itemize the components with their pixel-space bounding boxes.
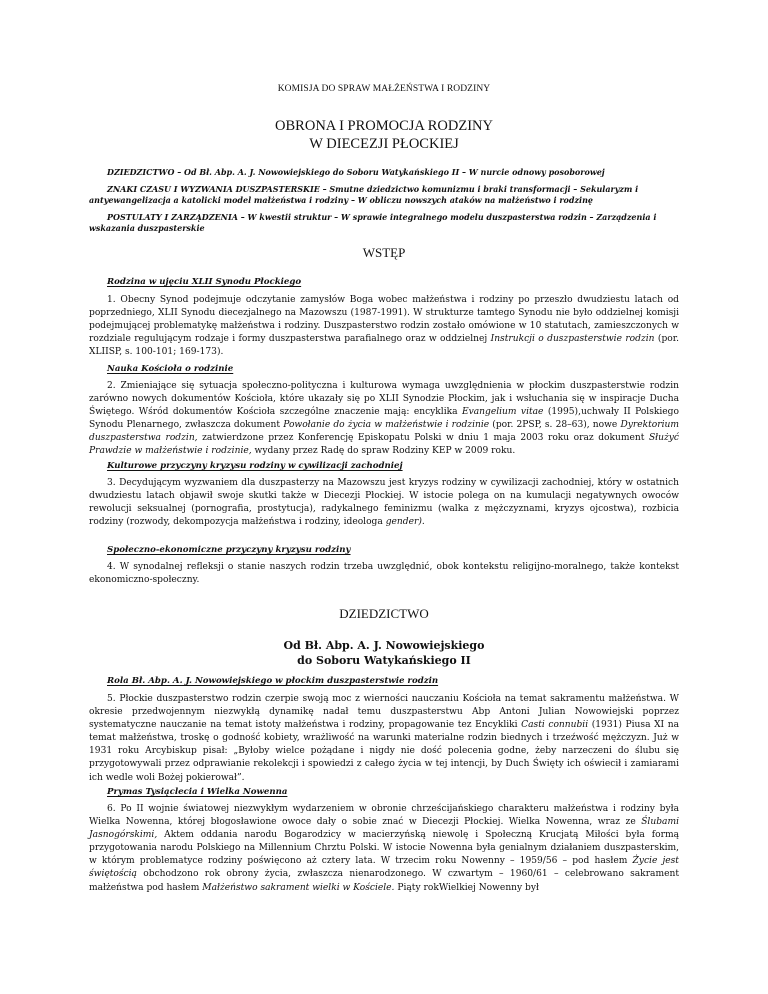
toc-line-signs: ZNAKI CZASU I WYZWANIA DUSZPASTERSKIE – Smutne dziedzictwo komunizmu i braki transformacji – Sekularyzm i antyewangelizacja a katolicki model małżeństwa i rodziny – W obliczu nowszych ataków na małżeństwo i rodzinę: [89, 183, 639, 205]
paragraph-2: 2. Zmieniające się sytuacja społeczno-polityczna i kulturowa wymaga uwzględnienia w płockim duszpasterstwie rodzin zarówno nowych dokumentów Kościoła, które ukazały się po XLII Synodzie Płockim, jak i wsłuchania się w inspiracje Ducha Świętego. Wśród dokumentów Kościoła szczególne znaczenie mają: encyklika Evangelium vitae (1995),uchwały II Polskiego Synodu Plenarnego, zwłaszcza dokument Powołanie do życia w małżeństwie i rodzinie (por. 2PSP, s. 28–63), nowe Dyrektorium duszpasterstwa rodzin, zatwierdzone przez Konferencję Episkopatu Polski w dniu 1 maja 2003 roku oraz dokument Służyć Prawdzie w małżeństwie i rodzinie, wydany przez Radę do spraw Rodziny KEP w 2009 roku.: [89, 381, 680, 457]
paragraph-1: 1. Obecny Synod podejmuje odczytanie zamysłów Boga wobec małżeństwa i rodziny po przeszło dwudziestu latach od poprzedniego, XLII Synodu diecezjalnego na Mazowszu (1987-1991). W strukturze tamtego Synodu nie było oddzielnej komisji podejmującej problematykę małżeństwa i rodziny. Duszpasterstwo rodzin zostało omówione w 10 statutach, zamieszczonych w rozdziale regulującym rodzaje i formy duszpasterstwa parafialnego oraz w oddzielnej Instrukcji o duszpasterstwie rodzin (por. XLIISP, s. 100-101; 169-173).: [89, 295, 679, 358]
paragraph-4: 4. W synodalnej refleksji o stanie naszych rodzin trzeba uwzględnić, obok kontekstu religijno-moralnego, także kontekst ekonomiczno-społeczny.: [89, 562, 679, 586]
subheading-cultural-causes: Kulturowe przyczyny kryzysu rodziny w cywilizacji zachodniej: [107, 461, 403, 471]
committee-name: KOMISJA DO SPRAW MAŁŻEŃSTWA I RODZINY: [277, 84, 491, 94]
heritage-subtitle-line-1: Od Bł. Abp. A. J. Nowowiejskiego: [283, 639, 485, 652]
subheading-economic-causes: Społeczno-ekonomiczne przyczyny kryzysu rodziny: [107, 545, 351, 555]
toc-line-postulates: POSTULATY I ZARZĄDZENIA – W kwestii struktur – W sprawie integralnego modelu duszpasterstwa rodzin – Zarządzenia i wskazania duszpasterskie: [89, 211, 657, 233]
heritage-subtitle: [0, 638, 768, 668]
subheading-church-teaching: Nauka Kościoła o rodzinie: [107, 364, 234, 374]
paragraph-3: 3. Decydującym wyzwaniem dla duszpasterzy na Mazowszu jest kryzys rodziny w cywilizacji zachodniej, który w ostatnich dwudziestu latach objawił swoje skutki także w Diecezji Płockiej. W istocie polega on na kumulacji negatywnych owoców rewolucji seksualnej (pornografia, prostytucja), radykalnego feminizmu (walka z mężczyznami, kryzys ojcostwa), rozbicia rodziny (rozwody, dekompozycja małżeństwa i rodziny, ideologa gender).: [89, 478, 679, 528]
heritage-subtitle-line-2: do Soboru Watykańskiego II: [297, 654, 471, 667]
paragraph-6: 6. Po II wojnie światowej niezwykłym wydarzeniem w obronie chrześcijańskiego charakteru małżeństwa i rodziny była Wielka Nowenna, której błogosławione owoce dały o sobie znać w Diecezji Płockiej. Wielka Nowenna, wraz ze Ślubami Jasnogórskimi, Aktem oddania narodu Bogarodzicy w macierzyńską niewolę i Społeczną Krucjatą Miłości była formą przygotowania narodu Polskiego na Millennium Chrztu Polski. W istocie Nowenna była genialnym działaniem duszpasterskim, w którym problematyce rodziny poświęcono aż cztery lata. W trzecim roku Nowenny – 1959/56 – pod hasłem Życie jest świętością obchodzono rok obrony życia, zwłaszcza nienarodzonego. W czwartym – 1960/61 – celebrowano sakrament małżeństwa pod hasłem Małżeństwo sakrament wielki w Kościele. Piąty rokWielkiej Nowenny był: [89, 804, 679, 893]
document-title: [0, 117, 768, 153]
table-of-contents: [89, 167, 689, 240]
subheading-nowowiejski: Rola Bł. Abp. A. J. Nowowiejskiego w płockim duszpasterstwie rodzin: [107, 676, 439, 686]
paragraph-5: 5. Płockie duszpasterstwo rodzin czerpie swoją moc z wierności nauczaniu Kościoła na temat sakramentu małżeństwa. W okresie przedwojennym niezwykłą dynamikę nadał temu duszpasterstwu Abp Antoni Julian Nowowiejski poprzez systematyczne nauczanie na temat istoty małżeństwa i rodziny, propagowanie tez Encykliki Casti connubii (1931) Piusa XI na temat małżeństwa, troskę o godność kobiety, wrażliwość na warunki materialne rodzin biednych i trzeźwość mężczyzn. Już w 1931 roku Arcybiskup pisał: „Byłoby wielce pożądane i nigdy nie dość polecenia godne, żeby narzeczeni do ślubu się przygotowywali przez odprawianie rekolekcji i spowiedzi z całego życia w tej intencji, by Duch Święty ich oświecił i zamiarami ich wedle woli Bożej pokierował”.: [89, 694, 679, 783]
title-line-2: W DIECEZJI PŁOCKIEJ: [309, 136, 459, 152]
section-heading-heritage: DZIEDZICTWO: [339, 606, 429, 621]
subheading-synod: Rodzina w ujęciu XLII Synodu Płockiego: [107, 277, 302, 287]
section-heading-intro: WSTĘP: [362, 245, 406, 260]
toc-line-heritage: DZIEDZICTWO – Od Bł. Abp. A. J. Nowowiejskiego do Soboru Watykańskiego II – W nurcie odnowy posoborowej: [107, 167, 605, 177]
subheading-primate: Prymas Tysiąclecia i Wielka Nowenna: [107, 787, 288, 797]
title-line-1: OBRONA I PROMOCJA RODZINY: [275, 118, 493, 134]
